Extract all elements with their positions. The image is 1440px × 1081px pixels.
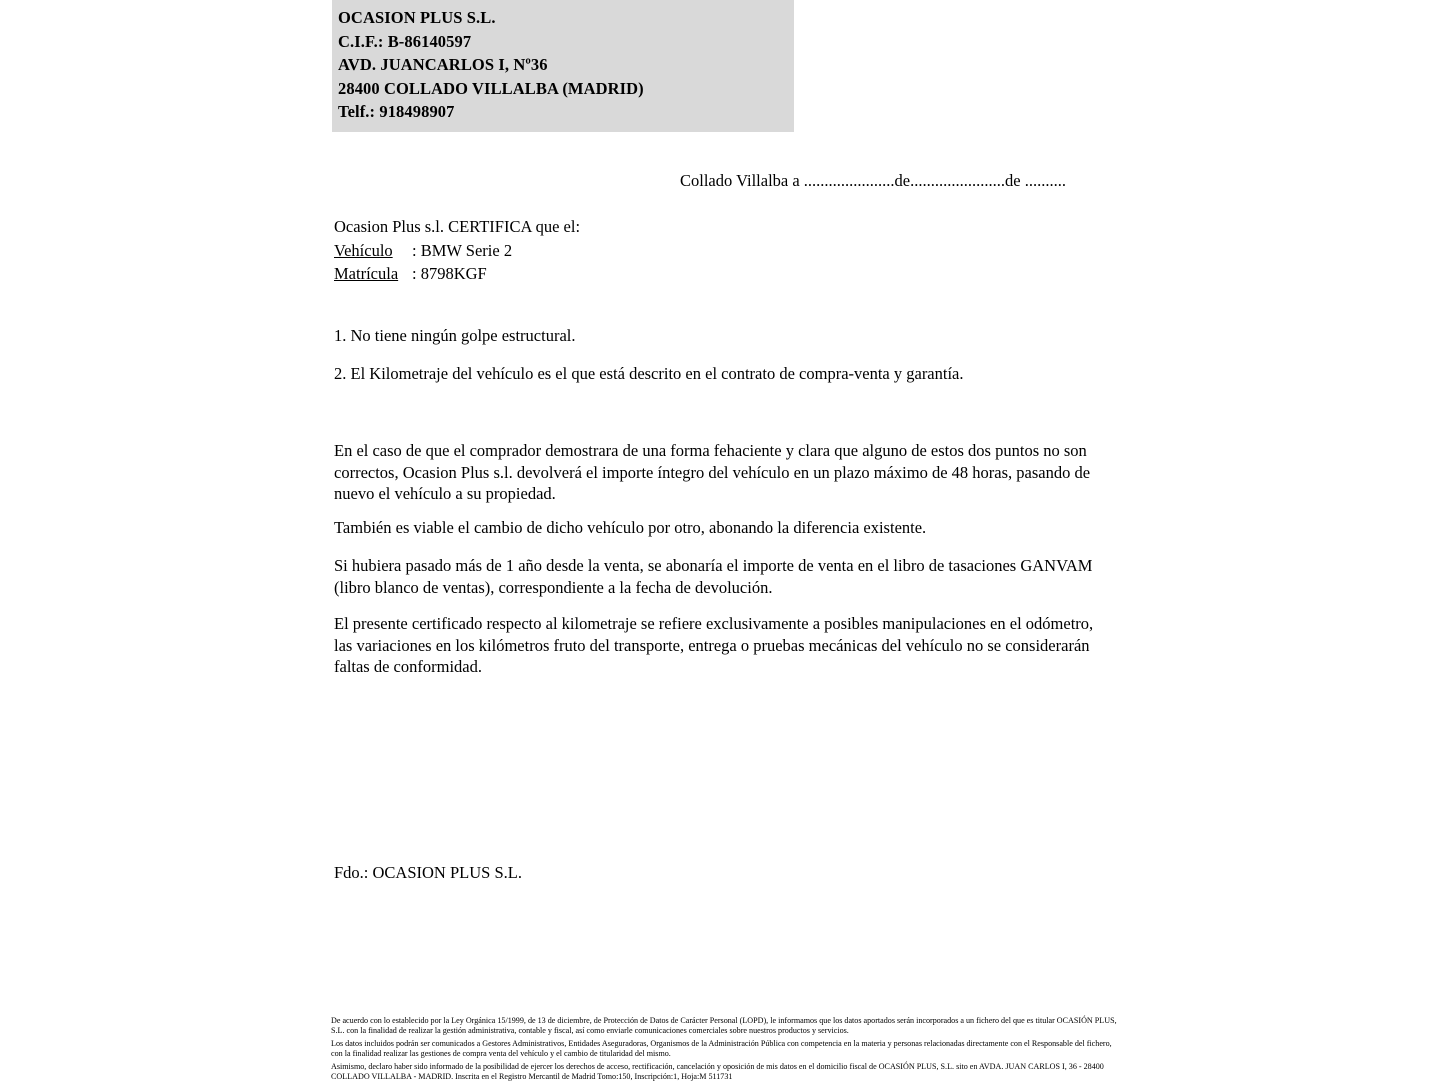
company-address: AVD. JUANCARLOS I, Nº36 — [338, 55, 548, 74]
clause-one-year: Si hubiera pasado más de 1 año desde la venta, se abonaría el importe de venta en el libro de tasaciones GANVAM (libro blanco de ventas), correspondiente a la fecha de devolución. — [334, 556, 1093, 597]
legal-footer — [331, 1016, 1121, 1081]
certification-block — [334, 215, 580, 286]
company-phone: Telf.: 918498907 — [338, 102, 455, 121]
plate-row — [334, 262, 580, 286]
certification-point-2: 2. El Kilometraje del vehículo es el que está descrito en el contrato de compra-venta y garantía. — [334, 364, 964, 383]
clause-exchange: También es viable el cambio de dicho vehículo por otro, abonando la diferencia existente. — [334, 518, 927, 537]
vehicle-row — [334, 239, 580, 263]
certification-point-1: 1. No tiene ningún golpe estructural. — [334, 326, 576, 345]
legal-paragraph-1: De acuerdo con lo establecido por la Ley Orgánica 15/1999, de 13 de diciembre, de Protección de Datos de Carácter Personal (LOPD), le informamos que los datos aportados serán incorporados a un fichero del que es titular OCASIÓN PLUS, S.L. con la finalidad de realizar la gestión administrativa, contable y fiscal, así como enviarle comunicaciones comerciales sobre nuestros productos y servicios. — [331, 1016, 1117, 1035]
signature-line: Fdo.: OCASION PLUS S.L. — [334, 863, 522, 882]
company-name: OCASION PLUS S.L. — [338, 8, 496, 27]
company-letterhead — [332, 0, 794, 132]
plate-value: : 8798KGF — [412, 264, 487, 283]
certification-intro: Ocasion Plus s.l. CERTIFICA que el: — [334, 217, 581, 236]
company-cif: C.I.F.: B-86140597 — [338, 31, 472, 51]
vehicle-value: : BMW Serie 2 — [412, 240, 513, 260]
legal-paragraph-3: Asimismo, declaro haber sido informado de la posibilidad de ejercer los derechos de acceso, rectificación, cancelación y oposición de mis datos en el domicilio fiscal de OCASIÓN PLUS, S.L. sito en AVDA. JUAN CARLOS I, 36 - 28400 COLLADO VILLALBA - MADRID. Inscrita en el Registro Mercantil de Madrid Tomo:150, Inscripción:1, Hoja:M 511731 — [331, 1061, 1104, 1081]
vehicle-label: Vehículo — [334, 240, 393, 260]
legal-paragraph-2: Los datos incluidos podrán ser comunicados a Gestores Administrativos, Entidades Aseguradoras, Organismos de la Administración Pública con competencia en la materia y personas relacionadas directamente con el Responsable del fichero, con la finalidad realizar las gestiones de compra venta del vehículo y el cambio de titularidad del mismo. — [331, 1038, 1112, 1058]
company-city: 28400 COLLADO VILLALBA (MADRID) — [338, 78, 644, 98]
plate-label: Matrícula — [334, 264, 399, 283]
clause-refund: En el caso de que el comprador demostrara de una forma fehaciente y clara que alguno de estos dos puntos no son correctos, Ocasion Plus s.l. devolverá el importe íntegro del vehículo en un plazo máximo de 48 horas, pasando de nuevo el vehículo a su propiedad. — [334, 441, 1091, 503]
clause-odometer: El presente certificado respecto al kilometraje se refiere exclusivamente a posibles manipulaciones en el odómetro, las variaciones en los kilómetros fruto del transporte, entrega o pruebas mecánicas del vehículo no se considerarán faltas de conformidad. — [334, 614, 1094, 676]
date-line: Collado Villalba a ......................de.......................de .......... — [680, 171, 1066, 190]
